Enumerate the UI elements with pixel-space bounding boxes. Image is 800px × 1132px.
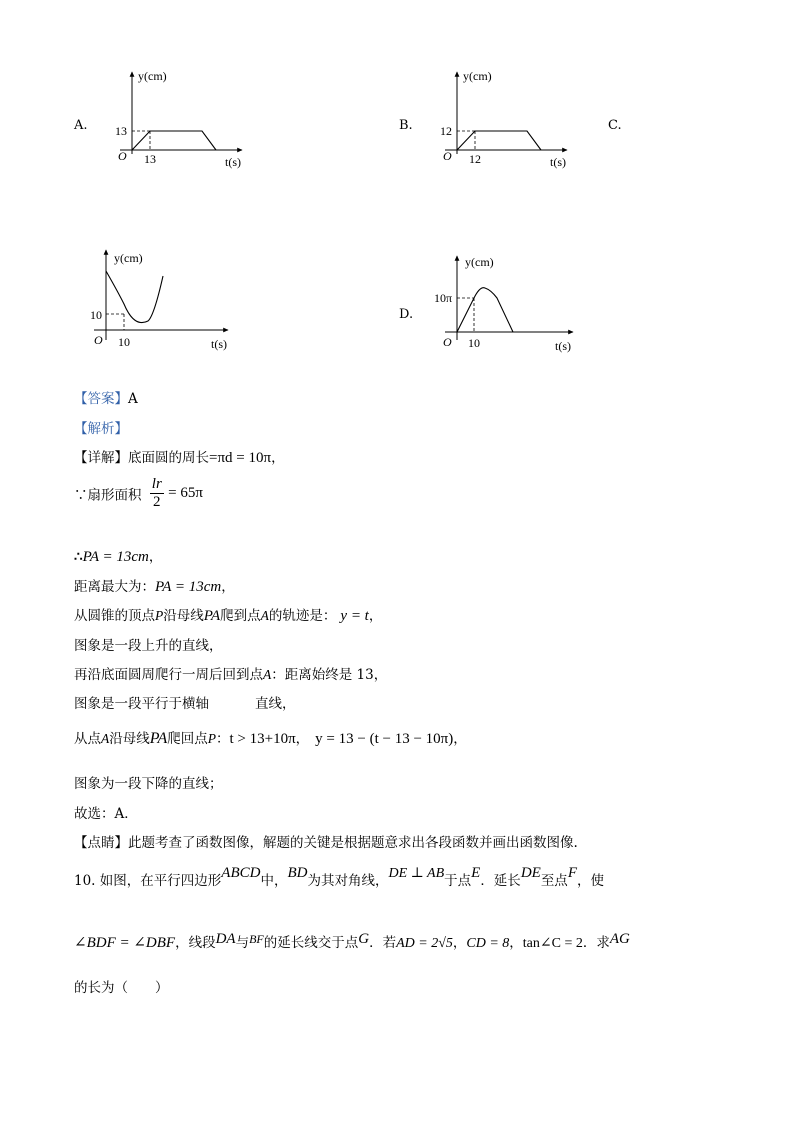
fraction-denominator: 2 xyxy=(153,494,161,510)
origin-label: O xyxy=(443,335,452,349)
therefore-symbol: ∴ xyxy=(74,549,83,565)
question-text: ．求 xyxy=(582,935,610,951)
y-axis-label: y(cm) xyxy=(463,69,492,83)
x-axis-label: t(s) xyxy=(550,155,566,169)
question-text: ，使 xyxy=(576,873,604,889)
point-label: A xyxy=(260,608,269,623)
point-label: E xyxy=(471,865,481,881)
solution-text: 再沿底面圆周爬行一周后回到点 xyxy=(74,667,263,683)
math-expression: BD xyxy=(287,865,308,881)
math-expression: y = t xyxy=(340,608,369,624)
solution-text: 爬到点 xyxy=(220,608,261,624)
punctuation: ， xyxy=(271,450,285,466)
graph-line xyxy=(132,131,216,150)
solution-text: 距离最大为： xyxy=(74,579,155,595)
point-label: P xyxy=(155,608,164,623)
solution-text: 沿母线 xyxy=(163,608,204,624)
detail-tag: 【详解】 xyxy=(74,450,128,466)
solution-line-10: 图象为一段下降的直线； xyxy=(74,776,223,792)
option-a-label: A. xyxy=(74,118,88,133)
x-tick-label: 10 xyxy=(118,335,130,349)
math-expression: =πd = 10π xyxy=(209,450,272,466)
punctuation: ， xyxy=(148,549,163,565)
y-tick-label: 10 xyxy=(90,308,102,322)
graph-curve xyxy=(457,288,513,332)
segment-label: PA xyxy=(203,608,221,624)
punctuation: ， xyxy=(368,608,383,624)
question-text: ， xyxy=(509,935,523,951)
question-10-line-2 xyxy=(74,931,630,952)
answer-tag: 【答案】 xyxy=(74,391,128,407)
question-text: 与 xyxy=(235,935,250,951)
graph-d xyxy=(425,250,585,358)
solution-line-7 xyxy=(74,663,387,683)
math-expression: BF xyxy=(249,932,264,946)
math-expression: y = 13 − (t − 13 − 10π) xyxy=(315,731,454,747)
solution-line-5 xyxy=(74,604,382,625)
x-axis-label: t(s) xyxy=(555,339,571,353)
point-label: G xyxy=(358,931,370,947)
point-label: A xyxy=(263,667,272,682)
question-text: ，线段 xyxy=(175,935,216,951)
question-text: 的延长线交于点 xyxy=(263,935,359,951)
graph-c xyxy=(86,244,246,356)
origin-label: O xyxy=(443,149,452,163)
solution-line-9 xyxy=(74,727,467,748)
x-axis-label: t(s) xyxy=(225,155,241,169)
y-tick-label: 12 xyxy=(440,124,452,138)
point-label: A xyxy=(101,731,110,746)
solution-text: 底面圆的周长 xyxy=(128,450,209,466)
analysis-line xyxy=(74,417,128,437)
punctuation: ， xyxy=(453,731,467,747)
math-expression: ∠BDF = ∠DBF xyxy=(74,935,176,951)
solution-text: 爬回点 xyxy=(167,731,208,747)
x-tick-label: 12 xyxy=(469,152,481,166)
question-10-line-3: 的长为（ ） xyxy=(74,980,169,996)
y-axis-label: y(cm) xyxy=(138,69,167,83)
question-text: 至点 xyxy=(540,873,568,889)
math-expression: PA = 13cm xyxy=(82,549,149,565)
graph-b xyxy=(425,66,575,176)
solution-line-3 xyxy=(74,545,162,566)
question-text: ．延长 xyxy=(480,873,521,889)
option-b-label: B. xyxy=(399,118,413,133)
x-tick-label: 13 xyxy=(144,152,156,166)
comment-line xyxy=(74,831,578,851)
question-text: 如图，在平行四边形 xyxy=(99,873,222,889)
punctuation: ， xyxy=(295,731,310,747)
comment-tag: 【点睛】 xyxy=(74,835,128,851)
y-axis-label: y(cm) xyxy=(465,255,494,269)
solution-line-2 xyxy=(74,476,203,511)
y-axis-label: y(cm) xyxy=(114,251,143,265)
option-d-label: D. xyxy=(399,307,414,322)
graph-line xyxy=(457,131,541,150)
solution-text: 从点 xyxy=(74,731,101,747)
math-expression: DE ⊥ AB xyxy=(388,866,445,881)
solution-text: ：距离始终是 13， xyxy=(271,667,388,683)
solution-text: 从圆锥的顶点 xyxy=(74,608,155,624)
point-label: P xyxy=(207,731,216,746)
question-text: ， xyxy=(452,935,467,951)
origin-label: O xyxy=(118,149,127,163)
solution-text: 图象是一段平行于横轴 xyxy=(74,696,209,712)
answer-line xyxy=(74,387,138,407)
option-c-label: C. xyxy=(608,118,622,133)
solution-line-1 xyxy=(74,446,285,467)
solution-text: 的轨迹是： xyxy=(268,608,337,624)
solution-line-4 xyxy=(74,575,235,596)
math-expression: AD = 2√5 xyxy=(396,936,453,951)
math-expression: = 65π xyxy=(168,485,203,501)
solution-line-11: 故选：A． xyxy=(74,806,138,822)
answer-value: A xyxy=(128,391,138,407)
math-expression: CD = 8 xyxy=(466,936,510,951)
question-text: 为其对角线， xyxy=(307,873,389,889)
graph-curve xyxy=(106,271,163,323)
solution-line-8 xyxy=(74,692,296,712)
y-tick-label: 10π xyxy=(434,291,453,305)
fraction-numerator: lr xyxy=(151,476,162,492)
punctuation: ： xyxy=(215,731,230,747)
question-10-line-1 xyxy=(74,865,604,890)
math-expression: DA xyxy=(215,931,236,947)
x-tick-label: 10 xyxy=(468,336,480,350)
punctuation: ， xyxy=(221,579,235,595)
segment-label: PA xyxy=(149,730,168,747)
analysis-tag: 【解析】 xyxy=(74,421,128,437)
origin-label: O xyxy=(94,333,103,347)
comment-text: 此题考查了函数图像，解题的关键是根据题意求出各段函数并画出函数图像. xyxy=(128,835,578,851)
y-tick-label: 13 xyxy=(115,124,127,138)
point-label: F xyxy=(567,865,577,881)
question-text: 中， xyxy=(260,873,288,889)
solution-text: ∵扇形面积 xyxy=(74,487,142,504)
math-expression: PA = 13cm xyxy=(155,579,222,595)
math-expression: AG xyxy=(609,931,630,947)
math-expression: tan∠C = 2 xyxy=(522,936,583,951)
x-axis-label: t(s) xyxy=(211,337,227,351)
graph-a xyxy=(100,66,250,176)
math-expression: t > 13+10π xyxy=(229,731,296,747)
math-expression: ABCD xyxy=(221,865,261,881)
fraction xyxy=(150,476,164,511)
solution-text: 直线， xyxy=(255,696,296,712)
math-expression: DE xyxy=(520,865,541,881)
question-text: ．若 xyxy=(369,935,397,951)
question-number: 10. xyxy=(74,873,96,889)
solution-line-6: 图象是一段上升的直线， xyxy=(74,638,223,654)
question-text: 于点 xyxy=(444,873,472,889)
solution-text: 沿母线 xyxy=(109,731,150,747)
